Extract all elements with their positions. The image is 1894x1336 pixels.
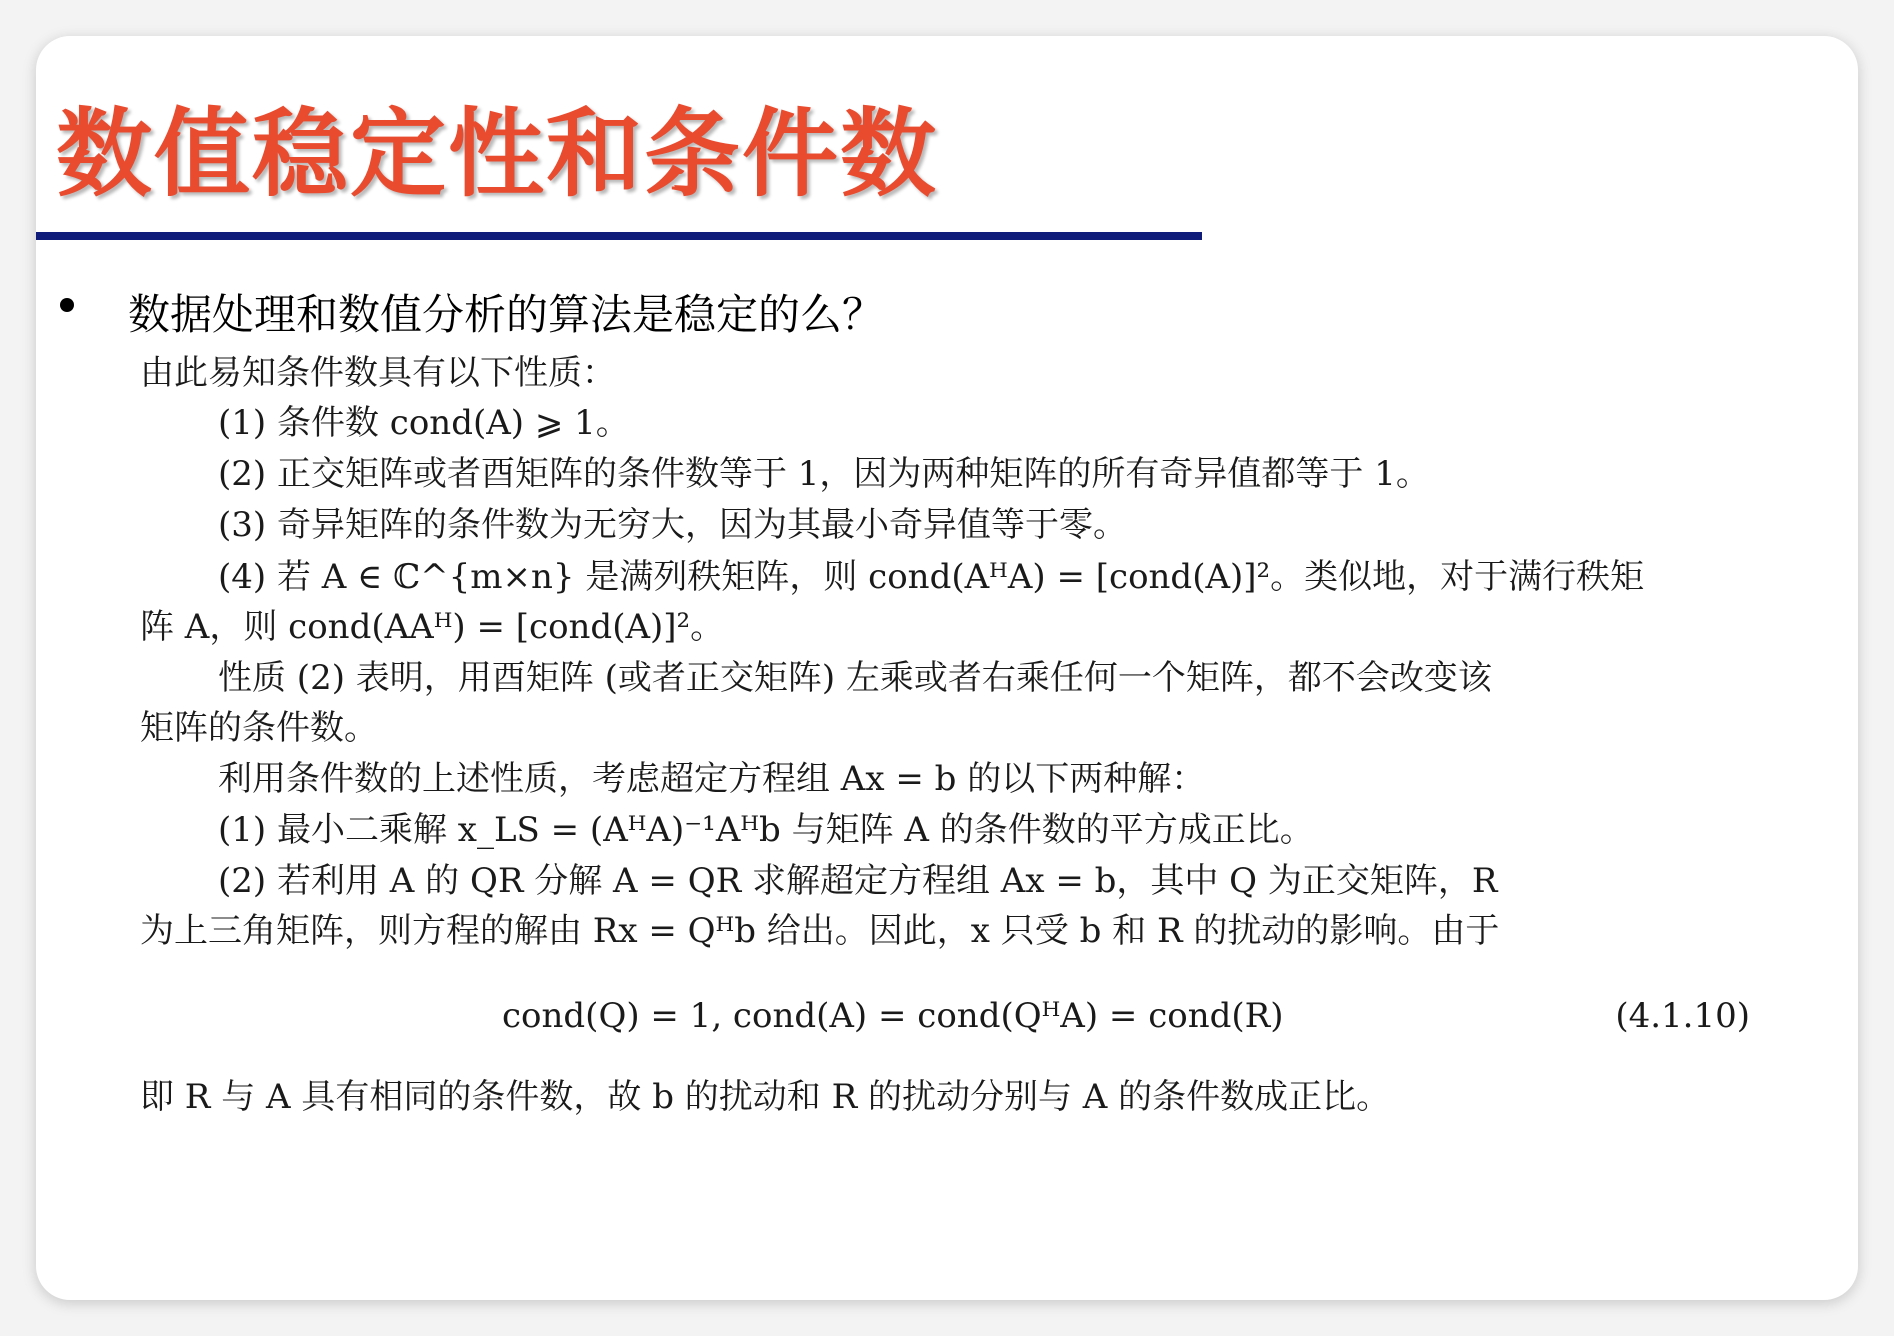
property-1-label: (1) 条件数 bbox=[218, 403, 390, 443]
title-underline bbox=[36, 232, 1202, 240]
solution-2-line1: (2) 若利用 A 的 QR 分解 A = QR 求解超定方程组 Ax = b，其中 Q 为正交矩阵，R bbox=[218, 861, 1498, 901]
solution-1: (1) 最小二乘解 x_LS = (AᴴA)⁻¹Aᴴb 与矩阵 A 的条件数的平方成正比。 bbox=[218, 810, 1314, 850]
property-4-line1: (4) 若 A ∈ ℂ^{m×n} 是满列秩矩阵，则 cond(AᴴA) = [cond(A)]²。类似地，对于满行秩矩 bbox=[218, 557, 1645, 597]
note-2: 利用条件数的上述性质，考虑超定方程组 Ax = b 的以下两种解： bbox=[218, 759, 1206, 799]
note-1-line2: 矩阵的条件数。 bbox=[140, 708, 378, 748]
note-1-line1: 性质 (2) 表明，用酉矩阵 (或者正交矩阵) 左乘或者右乘任何一个矩阵，都不会改变该 bbox=[218, 658, 1492, 698]
bullet-icon bbox=[60, 298, 74, 312]
slide bbox=[36, 36, 1858, 1300]
intro-line: 由此易知条件数具有以下性质： bbox=[140, 353, 616, 393]
property-3: (3) 奇异矩阵的条件数为无穷大，因为其最小奇异值等于零。 bbox=[218, 505, 1127, 545]
solution-2-line2: 为上三角矩阵，则方程的解由 Rx = Qᴴb 给出。因此，x 只受 b 和 R 的扰动的影响。由于 bbox=[140, 911, 1500, 951]
property-1-expr: cond(A) ⩾ 1。 bbox=[389, 403, 630, 443]
slide-title: 数值稳定性和条件数 bbox=[56, 98, 938, 210]
property-1 bbox=[218, 403, 630, 443]
equation-number: (4.1.10) bbox=[1615, 996, 1750, 1036]
conclusion-line: 即 R 与 A 具有相同的条件数，故 b 的扰动和 R 的扰动分别与 A 的条件数成正比。 bbox=[140, 1077, 1391, 1117]
display-equation: cond(Q) = 1, cond(A) = cond(QᴴA) = cond(R) bbox=[502, 996, 1284, 1036]
property-2: (2) 正交矩阵或者酉矩阵的条件数等于 1，因为两种矩阵的所有奇异值都等于 1。 bbox=[218, 454, 1430, 494]
bullet-question: 数据处理和数值分析的算法是稳定的么？ bbox=[128, 290, 885, 339]
property-4-line2: 阵 A，则 cond(AAᴴ) = [cond(A)]²。 bbox=[140, 607, 725, 647]
